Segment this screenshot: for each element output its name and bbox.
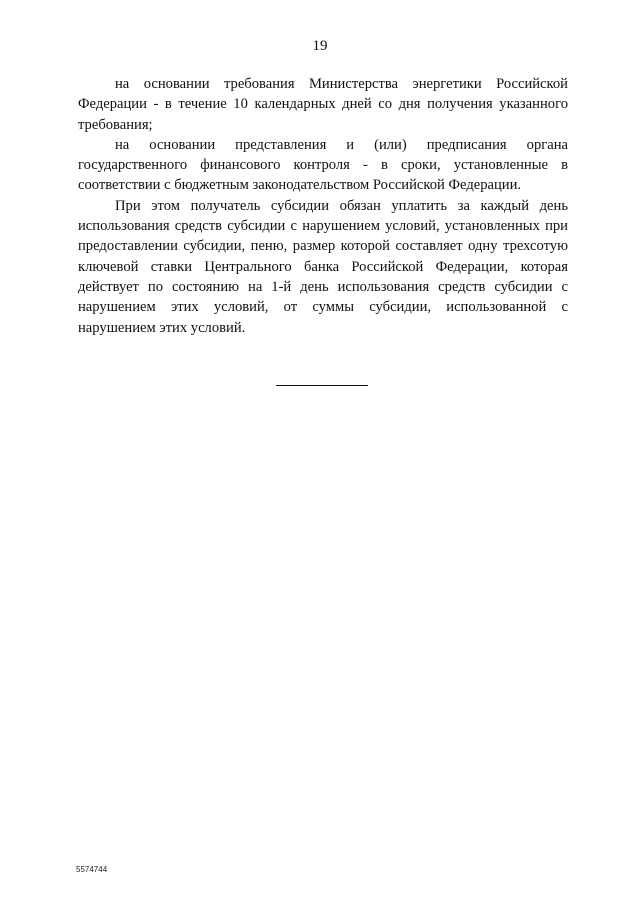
document-id: 5574744 (76, 865, 108, 874)
paragraph-penalty: При этом получатель субсидии обязан уплатить за каждый день использования средств субсидии с нарушением условий, установленных при предоставлении субсидии, пеню, размер которой составляет одну трехсотую ключевой ставки Центрального банка Российской Федерации, которая действует по состоянию на 1-й день использования средств субсидии с нарушением этих условий, от суммы субсидии, использованной с нарушением этих условий. (78, 197, 568, 336)
paragraph-financial-control: на основании представления и (или) предписания органа государственного финансового контроля - в сроки, установленные в соответствии с бюджетным законодательством Российской Федерации. (78, 136, 568, 194)
paragraph-ministry-requirement: на основании требования Министерства энергетики Российской Федерации - в течение 10 календарных дней со дня получения указанного требования; (78, 76, 568, 133)
end-divider (276, 385, 368, 386)
document-body (78, 74, 568, 338)
page-number: 19 (312, 38, 328, 54)
